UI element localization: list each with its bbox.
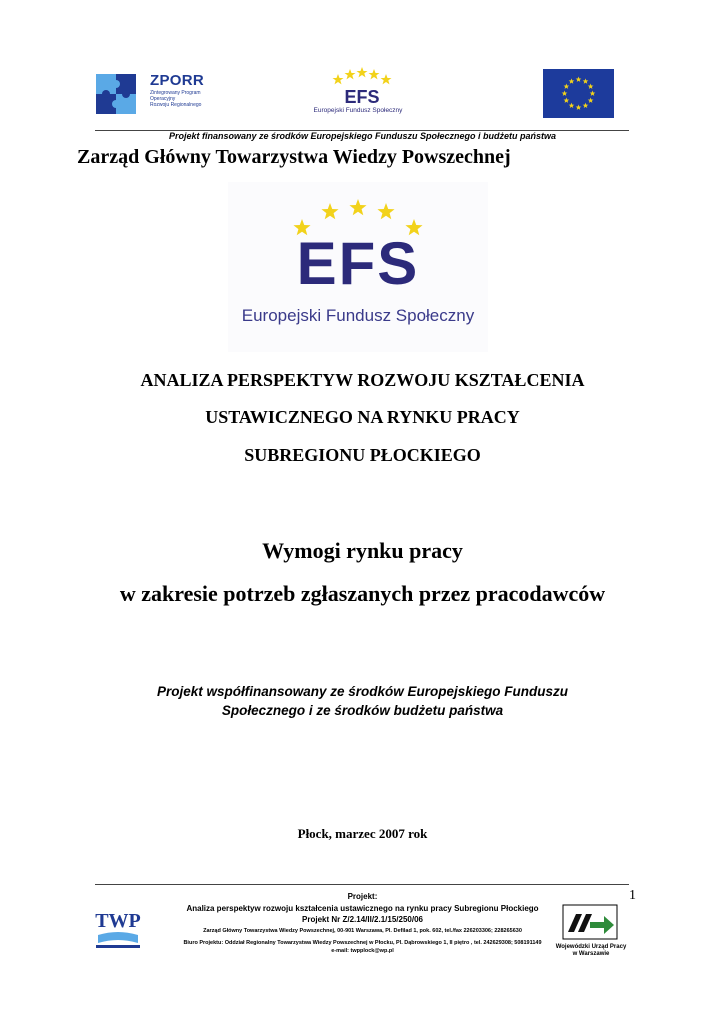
footer-project-number: Projekt Nr Z/2.14/II/2.1/15/250/06 (302, 915, 423, 924)
star-icon (349, 199, 366, 215)
main-title-line-1: ANALIZA PERSPEKTYW ROZWOJU KSZTAŁCENIA (140, 370, 585, 390)
main-title-line-3: SUBREGIONU PŁOCKIEGO (244, 445, 481, 465)
main-title-line-2: USTAWICZNEGO NA RYNKU PRACY (205, 407, 520, 427)
footer-office: Biuro Projektu: Oddział Regionalny Towarzystwa Wiedzy Powszechnej w Płocku, Pl. Dąbrowskiego 1, II piętro , tel. 242629308; 508191149 (183, 940, 542, 946)
zporr-subtitle-line: Zintegrowany Program (150, 90, 201, 96)
footer-email: e-mail: twpplock@wp.pl (331, 948, 394, 954)
footer-rule (95, 884, 629, 885)
organization-title: Zarząd Główny Towarzystwa Wiedzy Powszechnej (77, 146, 511, 168)
efs-big-letters: EFS (296, 230, 420, 297)
eu-flag-icon (543, 69, 614, 118)
zporr-subtitle-line: Rozwoju Regionalnego (150, 102, 202, 108)
footer-project-label: Projekt: (347, 892, 378, 901)
place-date: Płock, marzec 2007 rok (297, 826, 428, 841)
funding-note: Projekt finansowany ze środków Europejskiego Funduszu Społecznego i budżetu państwa (168, 131, 557, 141)
star-icon (321, 203, 338, 219)
wup-caption-line: Wojewódzki Urząd Pracy (555, 944, 627, 950)
footer-address: Zarząd Główny Towarzystwa Wiedzy Powszechnej, 00-901 Warszawa, Pl. Defilad 1, pok. 602, tel./fax 226203306; 228265630 (203, 928, 522, 934)
wup-logo (562, 904, 618, 940)
zporr-subtitle (150, 90, 210, 108)
efs-big-emblem (228, 182, 488, 306)
page-number: 1 (629, 888, 636, 903)
wup-caption (548, 944, 634, 958)
efs-small-caption: Europejski Fundusz Społeczny (313, 107, 403, 114)
efs-small-letters: EFS (344, 87, 380, 107)
star-icon (377, 203, 394, 219)
cofinance-line-2: Społecznego i ze środków budżetu państwa (221, 703, 504, 718)
zporr-title: ZPORR (150, 72, 204, 89)
efs-big-caption: Europejski Fundusz Społeczny (241, 306, 475, 325)
subtitle-line-1: Wymogi rynku pracy (262, 538, 463, 563)
wup-caption-line: w Warszawie (572, 951, 610, 957)
cofinance-line-1: Projekt współfinansowany ze środków Europejskiego Funduszu (156, 684, 569, 699)
subtitle-line-2: w zakresie potrzeb zgłaszanych przez pracodawców (119, 581, 606, 606)
twp-logo-text: TWP (95, 910, 141, 932)
efs-big-logo (228, 182, 488, 352)
zporr-subtitle-line: Operacyjny (150, 96, 176, 102)
footer-project-name: Analiza perspektyw rozwoju kształcenia ustawicznego na rynku pracy Subregionu Płockiego (186, 904, 539, 913)
